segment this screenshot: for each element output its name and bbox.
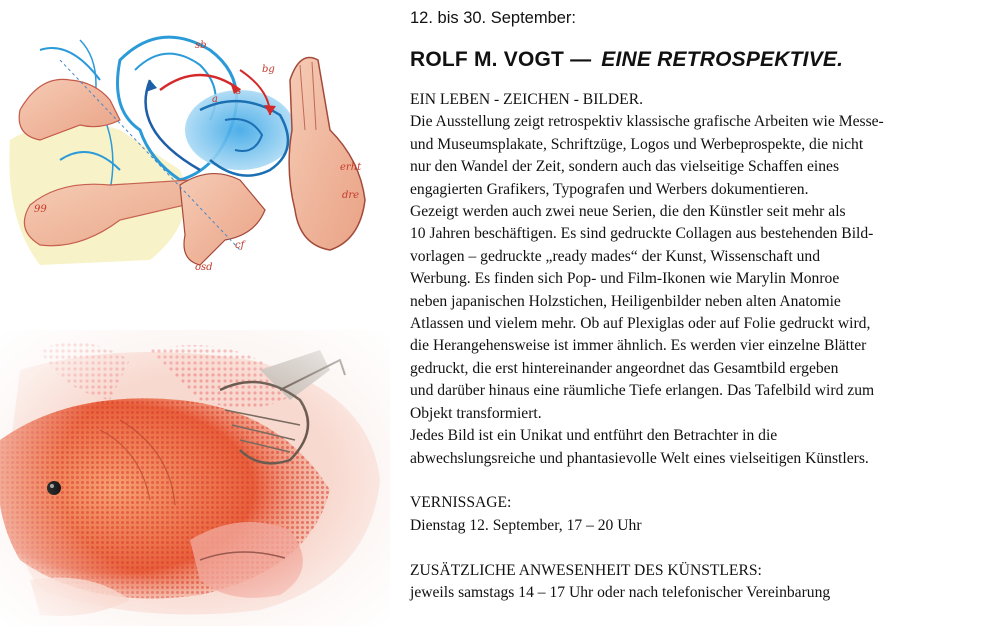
fish-collage-image bbox=[0, 330, 390, 626]
description-line: abwechslungsreiche und phantasievolle Welt eines vielseitigen Künstlers. bbox=[410, 449, 869, 467]
announcement-text bbox=[410, 8, 1000, 604]
svg-text:cf: cf bbox=[235, 240, 245, 251]
description-line: neben japanischen Holzstichen, Heiligenbilder neben alten Anatomie bbox=[410, 292, 841, 310]
exhibition-headline bbox=[410, 47, 1000, 73]
svg-text:a: a bbox=[212, 94, 218, 105]
svg-text:bg: bg bbox=[262, 64, 275, 75]
description-line: 10 Jahren beschäftigen. Es sind gedruckte Collagen aus bestehenden Bild- bbox=[410, 225, 874, 243]
svg-text:osd: osd bbox=[195, 262, 213, 273]
svg-text:s: s bbox=[236, 86, 242, 97]
spacer bbox=[410, 537, 1000, 559]
artist-presence-heading: ZUSÄTZLICHE ANWESENHEIT DES KÜNSTLERS: bbox=[410, 561, 762, 579]
vernissage-details: Dienstag 12. September, 17 – 20 Uhr bbox=[410, 516, 642, 534]
artist-name: ROLF M. VOGT — bbox=[410, 48, 592, 71]
artist-presence-details: jeweils samstags 14 – 17 Uhr oder nach telefonischer Vereinbarung bbox=[410, 583, 831, 601]
svg-text:dre: dre bbox=[342, 190, 360, 201]
description-line: EIN LEBEN - ZEICHEN - BILDER. bbox=[410, 91, 643, 108]
description-line: Gezeigt werden auch zwei neue Serien, die den Künstler seit mehr als bbox=[410, 203, 846, 221]
exhibition-description bbox=[410, 89, 1000, 604]
description-line: gedruckt, die erst hintereinander angeordnet das Gesamtbild ergeben bbox=[410, 359, 839, 377]
date-range: 12. bis 30. September: bbox=[410, 9, 577, 27]
svg-text:erht: erht bbox=[340, 162, 362, 173]
description-line: vorlagen – gedruckte „ready mades“ der Kunst, Wissenschaft und bbox=[410, 247, 821, 265]
artwork-fish-collage bbox=[0, 330, 390, 626]
description-line: nur den Wandel der Zeit, sondern auch das vielseitige Schaffen eines bbox=[410, 158, 840, 176]
description-line: und darüber hinaus eine räumliche Tiefe erlangen. Das Tafelbild wird zum bbox=[410, 382, 875, 400]
hands-collage-image bbox=[0, 20, 390, 285]
exhibition-title: EINE RETROSPEKTIVE. bbox=[601, 48, 844, 71]
spacer bbox=[410, 470, 1000, 492]
description-line: Die Ausstellung zeigt retrospektiv klassische grafische Arbeiten wie Messe- bbox=[410, 113, 884, 131]
description-line: Atlassen und vielem mehr. Ob auf Plexiglas oder auf Folie gedruckt wird, bbox=[410, 315, 871, 333]
description-line: Jedes Bild ist ein Unikat und entführt den Betrachter in die bbox=[410, 427, 778, 445]
description-line: Werbung. Es finden sich Pop- und Film-Ikonen wie Marylin Monroe bbox=[410, 270, 840, 288]
description-line: engagierten Grafikers, Typografen und Werbers dokumentieren. bbox=[410, 180, 809, 198]
description-line: und Museumsplakate, Schriftzüge, Logos und Werbeprospekte, die nicht bbox=[410, 135, 864, 153]
description-line: Objekt transformiert. bbox=[410, 404, 542, 422]
svg-text:99: 99 bbox=[34, 204, 47, 215]
artwork-hands-collage bbox=[0, 20, 390, 285]
description-line: die Herangehensweise ist immer ähnlich. Es werden vier einzelne Blätter bbox=[410, 337, 867, 355]
vernissage-heading: VERNISSAGE: bbox=[410, 494, 512, 512]
svg-text:sb: sb bbox=[195, 40, 207, 51]
